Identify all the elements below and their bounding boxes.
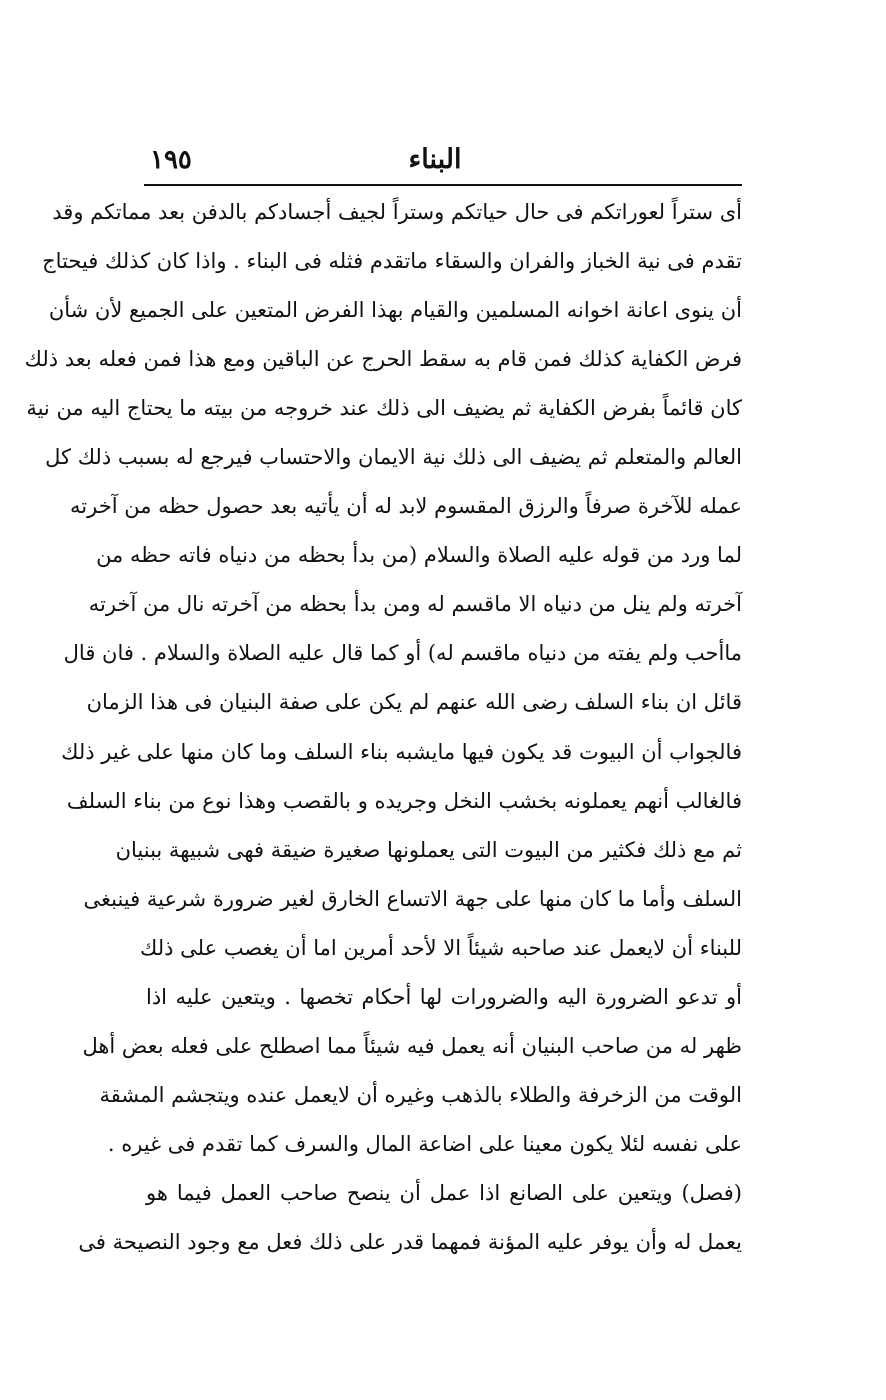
body-text xyxy=(24,188,742,1267)
text-line: عمله للآخرة صرفاً والرزق المقسوم لابد له أن يأتيه بعد حصول حظه من آخرته xyxy=(70,494,742,519)
page-number: ١٩٥ xyxy=(150,145,192,175)
text-line: فرض الكفاية كذلك فمن قام به سقط الحرج عن الباقين ومع هذا فمن فعله بعد ذلك xyxy=(24,347,742,372)
text-line: فالغالب أنهم يعملونه بخشب النخل وجريده و بالقصب وهذا نوع من بناء السلف xyxy=(66,788,742,813)
text-line: كان قائماً بفرض الكفاية ثم يضيف الى ذلك عند خروجه من بيته ما يحتاج اليه من نية xyxy=(26,396,742,421)
text-line: العالم والمتعلم ثم يضيف الى ذلك نية الايمان والاحتساب فيرجع له بسبب ذلك كل xyxy=(45,445,742,470)
text-line: للبناء أن لايعمل عند صاحبه شيئاً الا لأحد أمرين اما أن يغصب على ذلك xyxy=(140,935,742,960)
text-line: أن ينوى اعانة اخوانه المسلمين والقيام بهذا الفرض المتعين على الجميع لأن شأن xyxy=(48,298,742,323)
text-line: أى ستراً لعوراتكم فى حال حياتكم وستراً لجيف أجسادكم بالدفن بعد مماتكم وقد xyxy=(52,200,742,224)
text-line: (فصل) ويتعين على الصانع اذا عمل أن ينصح صاحب العمل فيما هو xyxy=(146,1180,742,1205)
text-line: أو تدعو الضرورة اليه والضرورات لها أحكام تخصها . ويتعين عليه اذا xyxy=(146,984,742,1009)
chapter-title: البناء xyxy=(408,144,462,175)
text-line: الوقت من الزخرفة والطلاء بالذهب وغيره أن لايعمل عنده ويتجشم المشقة xyxy=(99,1082,742,1107)
text-line: ظهر له من صاحب البنيان أنه يعمل فيه شيئاً مما اصطلح على فعله بعض أهل xyxy=(82,1033,742,1058)
text-line: السلف وأما ما كان منها على جهة الاتساع الخارق لغير ضرورة شرعية فينبغى xyxy=(83,886,742,911)
text-line: تقدم فى نية الخباز والفران والسقاء ماتقدم فثله فى البناء . واذا كان كذلك فيحتاج xyxy=(42,249,742,274)
text-line: لما ورد من قوله عليه الصلاة والسلام (من بدأ بحظه من دنياه فاته حظه من xyxy=(96,543,742,568)
text-line: فالجواب أن البيوت قد يكون فيها مايشبه بناء السلف وما كان منها على غير ذلك xyxy=(61,739,742,764)
text-line: ماأحب ولم يفته من دنياه ماقسم له) أو كما قال عليه الصلاة والسلام . فان قال xyxy=(63,641,742,666)
header-divider xyxy=(144,184,742,186)
text-line: قائل ان بناء السلف رضى الله عنهم لم يكن على صفة البنيان فى هذا الزمان xyxy=(86,690,742,715)
text-line: ثم مع ذلك فكثير من البيوت التى يعملونها صغيرة ضيقة فهى شبيهة ببنيان xyxy=(115,837,742,862)
running-header xyxy=(150,138,720,182)
text-line: يعمل له وأن يوفر عليه المؤنة فمهما قدر على ذلك فعل مع وجود النصيحة فى xyxy=(78,1229,742,1254)
text-line: آخرته ولم ينل من دنياه الا ماقسم له ومن بدأ بحظه من آخرته نال من آخرته xyxy=(88,592,742,617)
text-line: على نفسه لئلا يكون معينا على اضاعة المال والسرف كما تقدم فى غيره . xyxy=(107,1131,742,1156)
